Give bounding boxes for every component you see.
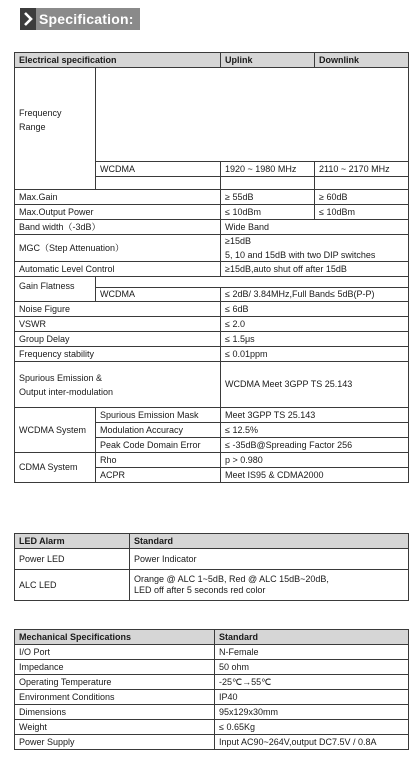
bandwidth-label: Band width（-3dB） <box>15 220 221 235</box>
table-row <box>15 720 409 735</box>
table-row <box>15 690 409 705</box>
header-uplink: Uplink <box>221 53 315 68</box>
mech-row-label: Power Supply <box>15 735 215 750</box>
table-row <box>15 645 409 660</box>
chevron-right-icon <box>20 8 36 30</box>
empty-cell <box>96 277 409 288</box>
alc-value: ≥15dB,auto shut off after 15dB <box>221 262 409 277</box>
gain-flatness-label: Gain Flatness <box>15 277 96 302</box>
empty-cell <box>96 68 409 162</box>
header-led-alarm: LED Alarm <box>15 534 130 549</box>
alc-led-line1: Orange @ ALC 1~5dB, Red @ ALC 15dB~20dB, <box>134 574 329 584</box>
table-header-row <box>15 53 409 68</box>
header-mech-standard: Standard <box>215 630 409 645</box>
mech-row-label: I/O Port <box>15 645 215 660</box>
mech-row-label: Weight <box>15 720 215 735</box>
header-led-standard: Standard <box>130 534 409 549</box>
cdma-row-value: Meet IS95 & CDMA2000 <box>221 468 409 483</box>
table-row <box>15 317 409 332</box>
mech-row-value: N-Female <box>215 645 409 660</box>
table-row <box>15 220 409 235</box>
electrical-spec-table <box>14 52 409 483</box>
table-row <box>15 262 409 277</box>
freq-stability-label: Frequency stability <box>15 347 221 362</box>
mech-row-value: ≤ 0.65Kg <box>215 720 409 735</box>
mech-row-value: 50 ohm <box>215 660 409 675</box>
spurious-label <box>15 362 221 408</box>
alc-led-value <box>130 570 409 601</box>
max-gain-label: Max.Gain <box>15 190 221 205</box>
frequency-label-line2: Range <box>19 122 46 132</box>
group-delay-value: ≤ 1.5μs <box>221 332 409 347</box>
vswr-label: VSWR <box>15 317 221 332</box>
max-output-downlink: ≤ 10dBm <box>315 205 409 220</box>
table-row <box>15 675 409 690</box>
vswr-value: ≤ 2.0 <box>221 317 409 332</box>
mech-row-value: 95x129x30mm <box>215 705 409 720</box>
spurious-label-line2: Output inter-modulation <box>19 386 114 397</box>
table-row <box>15 302 409 317</box>
cdma-row-name: Rho <box>96 453 221 468</box>
table-row <box>15 68 409 162</box>
mech-row-value: Input AC90~264V,output DC7.5V / 0.8A <box>215 735 409 750</box>
empty-cell <box>96 177 221 190</box>
wcdma-row-name: Spurious Emission Mask <box>96 408 221 423</box>
cdma-system-label: CDMA System <box>15 453 96 483</box>
table-row <box>15 705 409 720</box>
wcdma-row-value: ≤ 12.5% <box>221 423 409 438</box>
wcdma-row-value: Meet 3GPP TS 25.143 <box>221 408 409 423</box>
group-delay-label: Group Delay <box>15 332 221 347</box>
cdma-row-value: p > 0.980 <box>221 453 409 468</box>
table-row <box>15 362 409 408</box>
table-header-row <box>15 630 409 645</box>
mgc-label: MGC（Step Attenuation） <box>15 235 221 262</box>
wcdma-row-name: Modulation Accuracy <box>96 423 221 438</box>
alc-label: Automatic Level Control <box>15 262 221 277</box>
spurious-label-line1: Spurious Emission & <box>19 372 103 383</box>
table-row <box>15 570 409 601</box>
cdma-row-name: ACPR <box>96 468 221 483</box>
table-row <box>15 347 409 362</box>
table-row <box>15 205 409 220</box>
table-row <box>15 190 409 205</box>
wcdma-system-label: WCDMA System <box>15 408 96 453</box>
frequency-label-line1: Frequency <box>19 108 62 118</box>
table-row <box>15 453 409 468</box>
table-header-row <box>15 534 409 549</box>
mechanical-spec-table <box>14 629 409 750</box>
gain-flatness-band: WCDMA <box>96 288 221 302</box>
noise-figure-label: Noise Figure <box>15 302 221 317</box>
table-row <box>15 549 409 570</box>
power-led-label: Power LED <box>15 549 130 570</box>
mech-row-value: -25℃→55℃ <box>215 675 409 690</box>
empty-cell <box>221 177 315 190</box>
table-row <box>15 277 409 288</box>
header-downlink: Downlink <box>315 53 409 68</box>
frequency-range-label <box>15 68 96 190</box>
spurious-value: WCDMA Meet 3GPP TS 25.143 <box>221 362 409 408</box>
table-row <box>15 332 409 347</box>
freq-band: WCDMA <box>96 162 221 177</box>
table-row <box>15 735 409 750</box>
wcdma-row-value: ≤ -35dB@Spreading Factor 256 <box>221 438 409 453</box>
max-output-uplink: ≤ 10dBm <box>221 205 315 220</box>
table-row <box>15 235 409 262</box>
header-param: Electrical specification <box>15 53 221 68</box>
freq-uplink: 1920 ~ 1980 MHz <box>221 162 315 177</box>
mgc-line2: 5, 10 and 15dB with two DIP switches <box>225 249 376 260</box>
gain-flatness-value: ≤ 2dB/ 3.84MHz,Full Band≤ 5dB(P-P) <box>221 288 409 302</box>
mgc-line1: ≥15dB <box>225 235 251 246</box>
freq-downlink: 2110 ~ 2170 MHz <box>315 162 409 177</box>
mech-row-label: Environment Conditions <box>15 690 215 705</box>
wcdma-row-name: Peak Code Domain Error <box>96 438 221 453</box>
mech-row-label: Impedance <box>15 660 215 675</box>
mgc-value <box>221 235 409 262</box>
mech-row-label: Dimensions <box>15 705 215 720</box>
max-gain-downlink: ≥ 60dB <box>315 190 409 205</box>
mech-row-value: IP40 <box>215 690 409 705</box>
section-title: Specification: <box>39 11 134 27</box>
table-row <box>15 408 409 423</box>
noise-figure-value: ≤ 6dB <box>221 302 409 317</box>
header-mechanical: Mechanical Specifications <box>15 630 215 645</box>
empty-cell <box>315 177 409 190</box>
max-output-label: Max.Output Power <box>15 205 221 220</box>
section-heading <box>20 8 140 30</box>
alc-led-line2: LED off after 5 seconds red color <box>134 585 266 595</box>
bandwidth-value: Wide Band <box>221 220 409 235</box>
power-led-value: Power Indicator <box>130 549 409 570</box>
mech-row-label: Operating Temperature <box>15 675 215 690</box>
freq-stability-value: ≤ 0.01ppm <box>221 347 409 362</box>
led-alarm-table <box>14 533 409 601</box>
alc-led-label: ALC LED <box>15 570 130 601</box>
table-row <box>15 660 409 675</box>
max-gain-uplink: ≥ 55dB <box>221 190 315 205</box>
